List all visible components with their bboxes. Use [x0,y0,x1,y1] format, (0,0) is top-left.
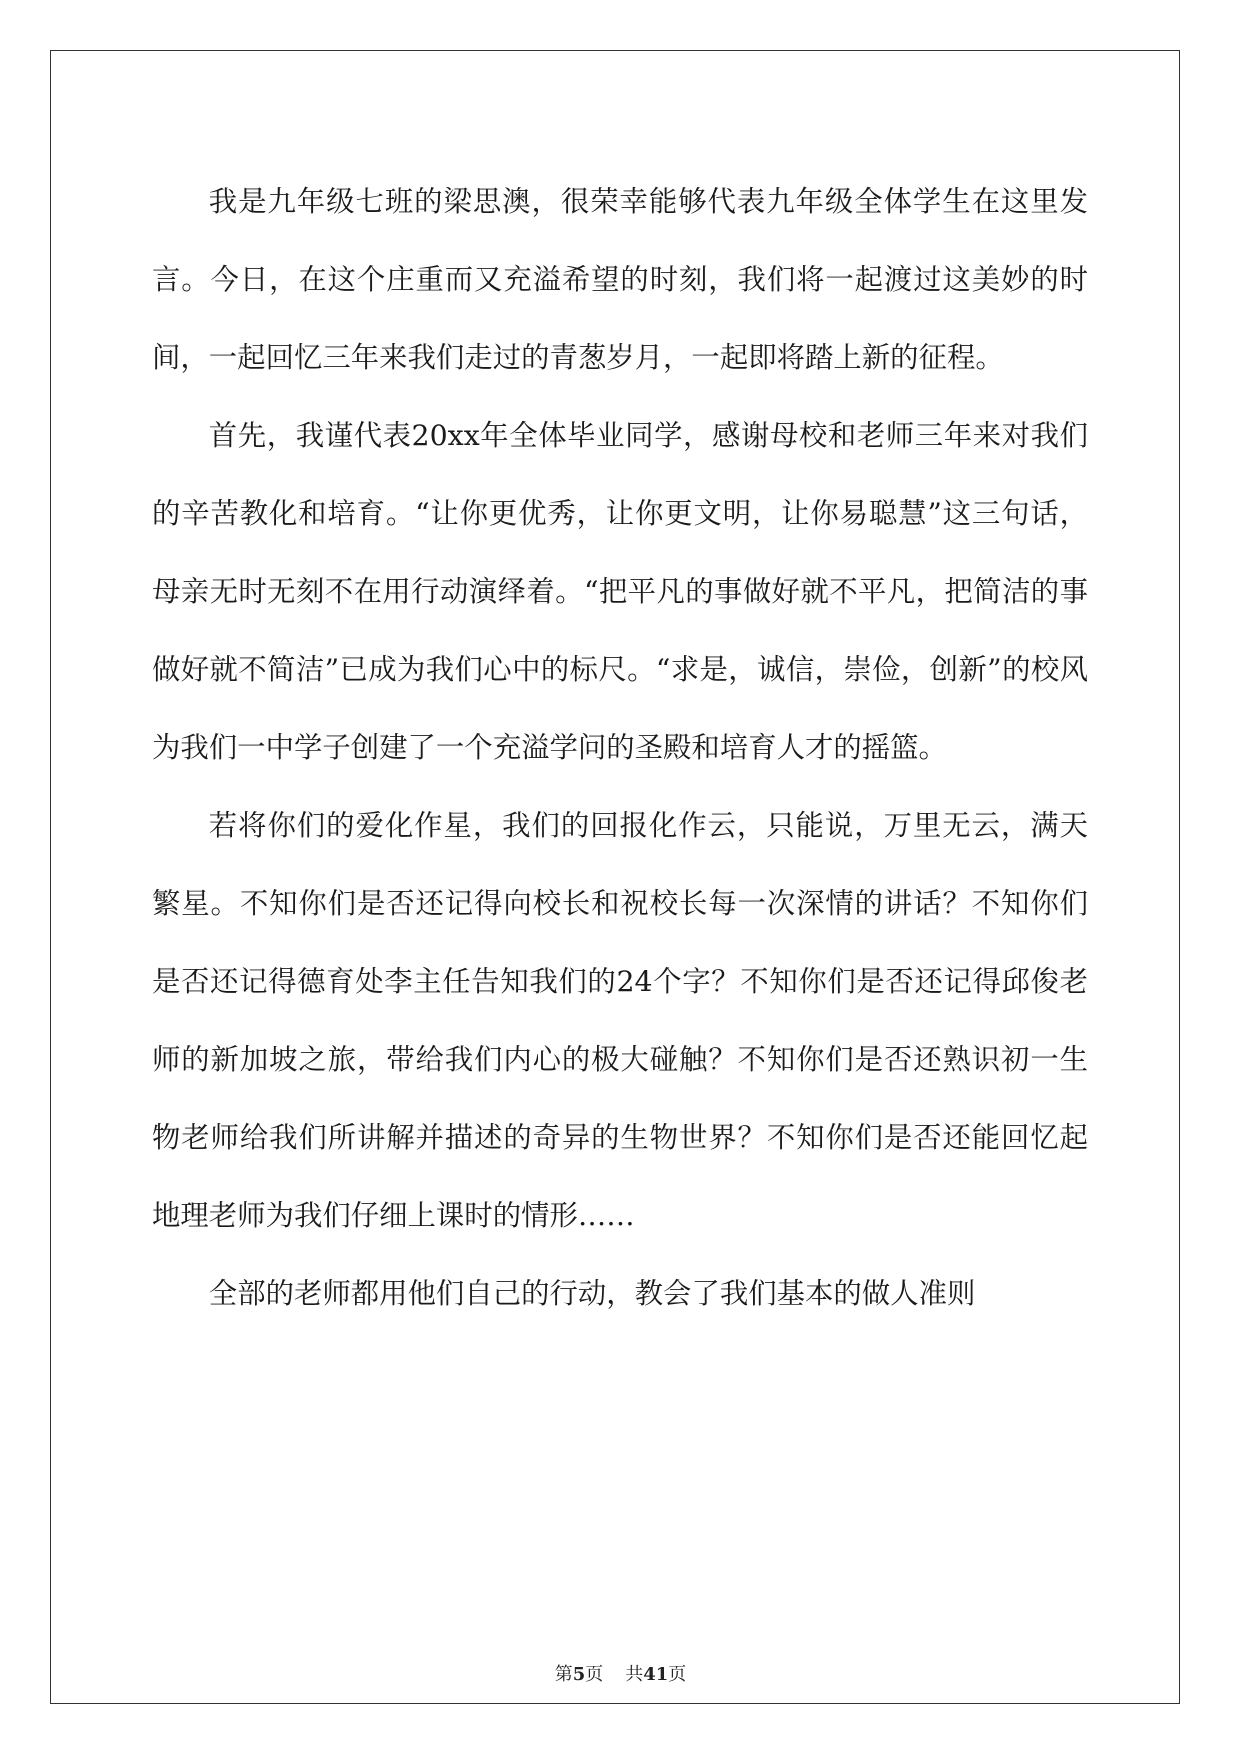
paragraph-4: 全部的老师都用他们自己的行动，教会了我们基本的做人准则 [208,1277,976,1310]
page-prefix: 第 [554,1664,573,1685]
paragraph-3: 若将你们的爱化作星，我们的回报化作云，只能说，万里无云，满天繁星。不知你们是否还记得向校长和祝校长每一次深情的讲话？不知你们是否还记得德育处李主任告知我们的24个字？不知你们是否还记得邱俊老师的新加坡之旅，带给我们内心的极大碰触？不知你们是否还熟识初一生物老师给我们所讲解并描述的奇异的生物世界？不知你们是否还能回忆起地理老师为我们仔细上课时的情形…… [152,809,1088,1232]
page-number: 5 [572,1664,586,1685]
page-suffix: 页 [585,1664,604,1685]
total-pages: 41 [643,1664,669,1685]
total-prefix: 共 [625,1664,644,1685]
paragraph-2: 首先，我谨代表20xx年全体毕业同学，感谢母校和老师三年来对我们的辛苦教化和培育。“让你更优秀，让你更文明，让你易聪慧”这三句话，母亲无时无刻不在用行动演绎着。“把平凡的事做好就不平凡，把简洁的事做好就不简洁”已成为我们心中的标尺。“求是，诚信，崇俭，创新”的校风为我们一中学子创建了一个充溢学问的圣殿和培育人才的摇篮。 [152,419,1088,764]
page-footer [0,1663,1241,1687]
paragraph-1: 我是九年级七班的梁思澳，很荣幸能够代表九年级全体学生在这里发言。今日，在这个庄重而又充溢希望的时刻，我们将一起渡过这美妙的时间，一起回忆三年来我们走过的青葱岁月，一起即将踏上新的征程。 [152,185,1088,374]
total-suffix: 页 [668,1664,687,1685]
document-body [152,163,1088,1333]
